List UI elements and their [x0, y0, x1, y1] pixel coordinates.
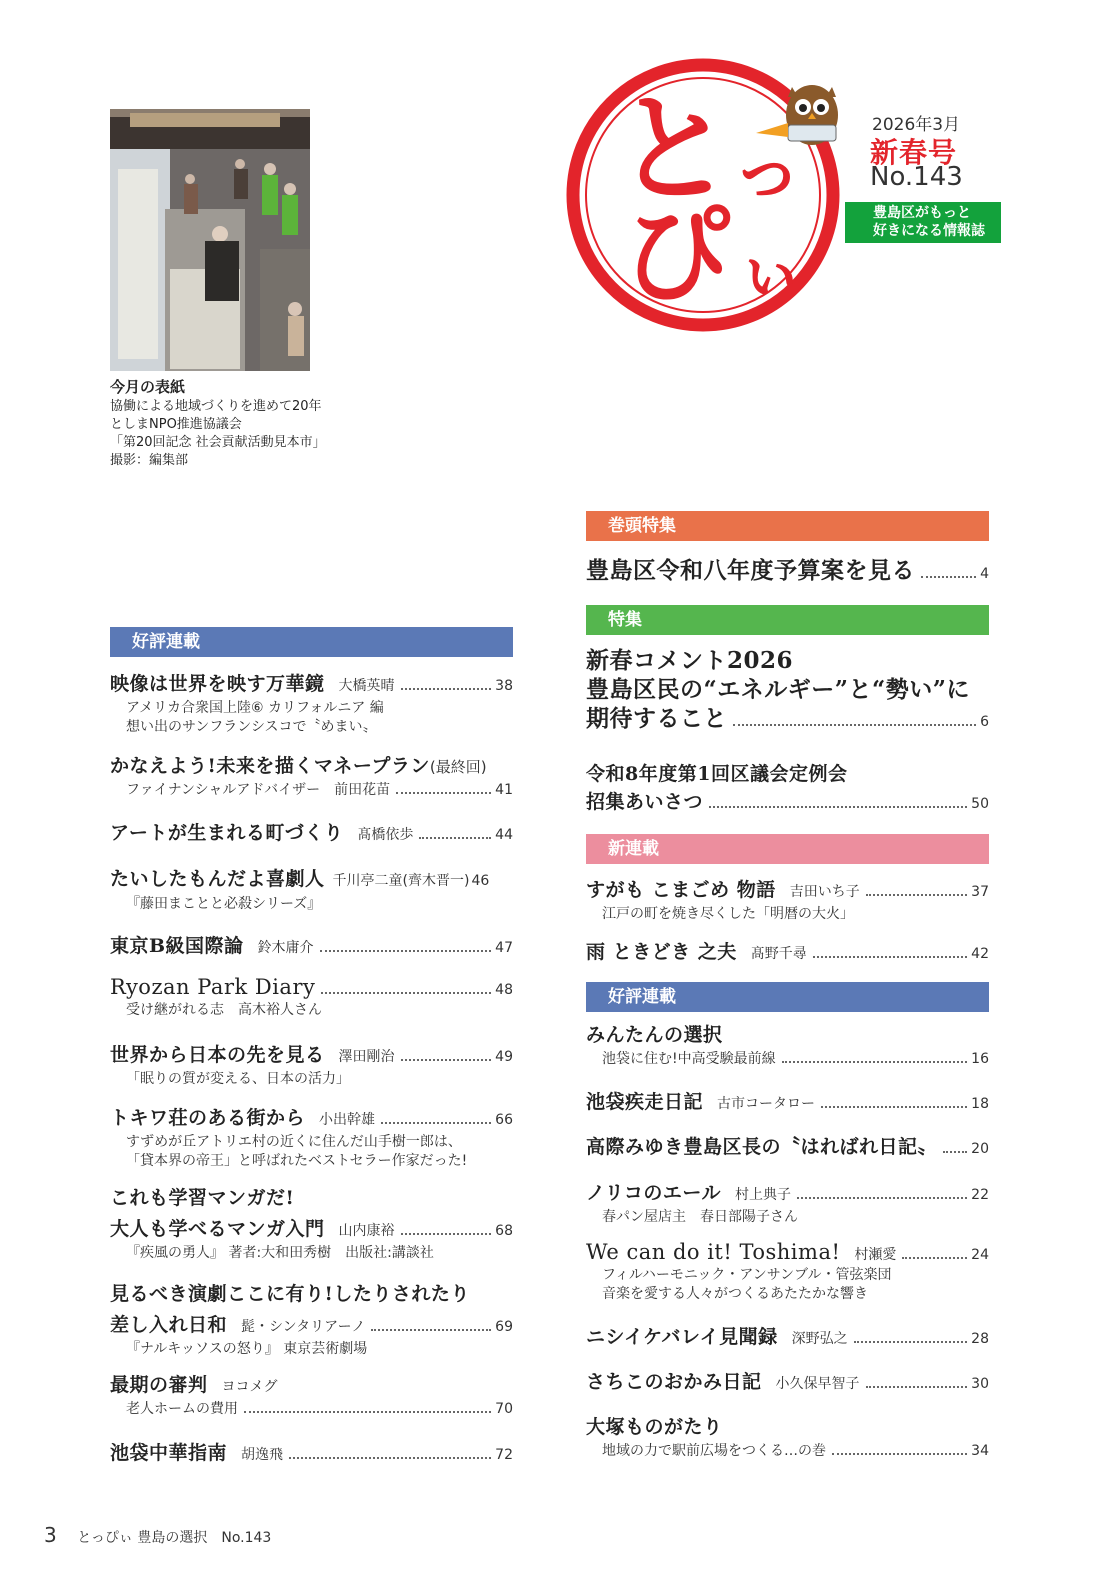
leader-dots [419, 837, 491, 839]
footer-text: とっぴぃ 豊島の選択 No.143 [77, 1530, 272, 1546]
toc-entry[interactable] [110, 1279, 513, 1359]
toc-author: 髙橋依歩 [357, 827, 414, 843]
issue-date: 2026年3月 [872, 115, 961, 135]
toc-page: 30 [971, 1376, 989, 1392]
toc-author: 小久保早智子 [775, 1376, 860, 1392]
footer-page-number: 3 [44, 1523, 57, 1547]
toc-page: 20 [971, 1141, 989, 1157]
toc-author: 村上典子 [734, 1187, 791, 1203]
toc-title-line: 期待すること [586, 705, 727, 732]
leader-dots [866, 894, 967, 896]
toc-subtitle: 『藤田まことと必殺シリーズ』 [126, 896, 322, 912]
magazine-logo [560, 45, 850, 335]
cover-caption-title: 今月の表紙 [110, 378, 186, 396]
toc-title: たいしたもんだよ喜劇人 [110, 868, 325, 890]
toc-title: ノリコのエール [586, 1182, 721, 1204]
toc-entry[interactable] [586, 552, 989, 585]
toc-entry[interactable] [586, 1367, 989, 1394]
toc-entry[interactable] [110, 975, 513, 1020]
toc-entry[interactable] [586, 646, 989, 737]
toc-page: 6 [980, 714, 989, 730]
toc-title-line: 招集あいさつ [586, 791, 704, 813]
toc-subtitle: 『疾風の勇人』 著者:大和田秀樹 出版社:講談社 [126, 1245, 434, 1261]
toc-title: 池袋中華指南 [110, 1442, 228, 1464]
toc-title: 高際みゆき豊島区長の〝はればれ日記〟 [586, 1136, 938, 1158]
toc-page: 44 [495, 827, 513, 843]
leader-dots [921, 576, 976, 578]
toc-subtitle: 『ナルキッソスの怒り』 東京芸術劇場 [126, 1341, 368, 1357]
toc-page: 47 [495, 940, 513, 956]
toc-author: 髭・シンタリアーノ [241, 1319, 366, 1335]
toc-page: 69 [495, 1319, 513, 1335]
toc-title: かなえよう!未来を描くマネープラン [110, 755, 430, 777]
cover-caption-line: 協働による地域づくりを進めて20年 [110, 399, 322, 414]
toc-entry[interactable] [110, 1103, 513, 1171]
toc-entry[interactable] [586, 1240, 989, 1304]
toc-entry[interactable] [586, 1412, 989, 1461]
leader-dots [821, 1106, 967, 1108]
toc-author: 小出幹雄 [319, 1112, 376, 1128]
cover-caption-line: としまNPO推進協議会 [110, 417, 242, 432]
toc-title-line1: 見るべき演劇ここに有り!したりされたり [110, 1283, 470, 1305]
toc-subtitle: 音楽を愛する人々がつくるあたたかな響き [602, 1286, 868, 1302]
leader-dots [321, 992, 491, 994]
toc-page: 70 [495, 1401, 513, 1417]
toc-page: 48 [495, 982, 513, 998]
toc-author: 村瀬愛 [854, 1247, 897, 1263]
svg-text:ぴ: ぴ [622, 193, 731, 319]
toc-author: 千川亭二童(齊木晋一) [332, 873, 470, 889]
toc-author: 深野弘之 [791, 1331, 848, 1347]
cover-photo [110, 109, 310, 371]
toc-page: 22 [971, 1187, 989, 1203]
toc-entry[interactable] [110, 1438, 513, 1465]
leader-dots [866, 1386, 968, 1388]
toc-author: 吉田いち子 [789, 884, 860, 900]
toc-title: みんたんの選択 [586, 1024, 723, 1046]
toc-page: 16 [971, 1051, 989, 1067]
toc-author: 胡逸飛 [241, 1447, 284, 1463]
tagline-line: 豊島区がもっと [873, 205, 971, 221]
toc-entry[interactable] [110, 1040, 513, 1089]
toc-entry[interactable] [586, 1020, 989, 1069]
toc-subtitle: 「眠りの質が変える、日本の活力」 [126, 1071, 350, 1087]
toc-author: 澤田剛治 [338, 1049, 395, 1065]
cover-photo-illustration [110, 109, 310, 371]
tagline-box [845, 202, 1001, 243]
logo-graphic [560, 45, 850, 335]
toc-title-line: 新春コメント2026 [586, 647, 794, 674]
toc-title: 差し入れ日和 [110, 1314, 228, 1336]
leader-dots [813, 956, 967, 958]
toc-title: 東京B級国際論 [110, 935, 244, 957]
toc-author: 鈴木庸介 [257, 940, 314, 956]
section-header-popular-right: 好評連載 [586, 982, 989, 1012]
svg-text:と: と [615, 79, 734, 218]
toc-page: 41 [495, 782, 513, 798]
page-footer [44, 1523, 271, 1547]
toc-page: 49 [495, 1049, 513, 1065]
section-header-lead: 巻頭特集 [586, 511, 989, 541]
toc-entry[interactable] [110, 931, 513, 958]
leader-dots [381, 1122, 491, 1124]
cover-caption-line: 「第20回記念 社会貢献活動見本市」 [110, 435, 326, 450]
toc-title: 大人も学べるマンガ入門 [110, 1218, 325, 1240]
leader-dots [733, 724, 976, 726]
toc-page: 38 [495, 678, 513, 694]
section-header-feature: 特集 [586, 605, 989, 635]
toc-title: さちこのおかみ日記 [586, 1371, 762, 1393]
leader-dots [289, 1457, 491, 1459]
toc-page: 4 [980, 566, 989, 582]
toc-title-line: 豊島区民の“エネルギー”と“勢い”に [586, 676, 970, 703]
toc-title: 映像は世界を映す万華鏡 [110, 673, 325, 695]
toc-entry[interactable] [110, 669, 513, 737]
toc-entry[interactable] [110, 1370, 513, 1419]
toc-subtitle: 春パン屋店主 春日部陽子さん [602, 1209, 798, 1225]
toc-subtitle: ファイナンシャルアドバイザー 前田花苗 [126, 782, 391, 798]
toc-subtitle: 想い出のサンフランシスコで〝めまい〟 [126, 719, 377, 735]
section-header-popular-left: 好評連載 [110, 627, 513, 657]
toc-subtitle: すずめが丘アトリエ村の近くに住んだ山手樹一郎は、 [126, 1134, 462, 1150]
toc-subtitle: 地域の力で駅前広場をつくる…の巻 [602, 1443, 826, 1459]
toc-author: 古市コータロー [717, 1096, 816, 1112]
issue-season: 新春号 [870, 136, 958, 169]
toc-entry[interactable] [586, 1132, 989, 1159]
leader-dots [401, 1233, 492, 1235]
toc-title: トキワ荘のある街から [110, 1107, 306, 1129]
toc-entry[interactable] [586, 1178, 989, 1227]
toc-page: 42 [971, 946, 989, 962]
toc-subtitle: 「貸本界の帝王」と呼ばれたベストセラー作家だった! [126, 1153, 468, 1169]
toc-entry[interactable] [586, 937, 989, 964]
toc-page: 68 [495, 1223, 513, 1239]
toc-title-note: (最終回) [429, 758, 487, 776]
toc-title: 雨 ときどき 之夫 [586, 941, 737, 963]
toc-title: 世界から日本の先を見る [110, 1044, 325, 1066]
toc-entry[interactable] [586, 760, 989, 818]
toc-page: 18 [971, 1096, 989, 1112]
leader-dots [902, 1257, 967, 1259]
toc-subtitle: 受け継がれる志 高木裕人さん [126, 1002, 322, 1018]
toc-title: Ryozan Park Diary [110, 975, 316, 999]
toc-title: アートが生まれる町づくり [110, 822, 344, 844]
toc-page: 28 [971, 1331, 989, 1347]
toc-page: 24 [971, 1247, 989, 1263]
toc-subtitle: アメリカ合衆国上陸⑥ カリフォルニア 編 [126, 700, 384, 716]
leader-dots [371, 1329, 491, 1331]
toc-title: すがも こまごめ 物語 [586, 879, 776, 901]
toc-author: 髙野千尋 [750, 946, 807, 962]
leader-dots [401, 688, 492, 690]
leader-dots [943, 1151, 967, 1153]
toc-title: 豊島区令和八年度予算案を見る [586, 557, 915, 584]
leader-dots [320, 950, 492, 952]
toc-title-line1: これも学習マンガだ! [110, 1187, 295, 1209]
section-header-new-series: 新連載 [586, 834, 989, 864]
toc-entry[interactable] [110, 751, 513, 800]
toc-author: ヨコメグ [221, 1379, 278, 1395]
toc-entry[interactable] [110, 864, 513, 914]
leader-dots [832, 1453, 967, 1455]
toc-title: 池袋疾走日記 [586, 1091, 704, 1113]
toc-page: 37 [971, 884, 989, 900]
toc-title: 大塚ものがたり [586, 1416, 723, 1438]
toc-page: 46 [471, 873, 490, 889]
leader-dots [244, 1411, 491, 1413]
toc-title: 最期の審判 [110, 1374, 208, 1396]
svg-text:ぃ: ぃ [738, 231, 804, 309]
issue-number: No.143 [870, 162, 963, 192]
toc-subtitle: 老人ホームの費用 [126, 1401, 238, 1417]
toc-title: We can do it! Toshima! [586, 1240, 841, 1264]
toc-entry[interactable] [110, 818, 513, 845]
toc-page: 34 [971, 1443, 989, 1459]
toc-page: 66 [495, 1112, 513, 1128]
leader-dots [401, 1059, 492, 1061]
leader-dots [782, 1061, 968, 1063]
toc-author: 大橋英晴 [338, 678, 395, 694]
toc-page: 50 [971, 796, 989, 812]
leader-dots [797, 1197, 967, 1199]
leader-dots [396, 792, 491, 794]
toc-subtitle: 池袋に住む!中高受験最前線 [602, 1051, 776, 1067]
toc-entry[interactable] [110, 1183, 513, 1263]
toc-title: ニシイケバレイ見聞録 [586, 1326, 778, 1348]
leader-dots [854, 1341, 968, 1343]
toc-entry[interactable] [586, 875, 989, 924]
tagline-line: 好きになる情報誌 [873, 223, 985, 239]
svg-text:っ: っ [732, 129, 802, 212]
toc-entry[interactable] [586, 1087, 989, 1114]
toc-subtitle: フィルハーモニック・アンサンブル・管弦楽団 [602, 1267, 892, 1283]
toc-entry[interactable] [586, 1322, 989, 1349]
toc-author: 山内康裕 [338, 1223, 395, 1239]
toc-subtitle: 江戸の町を焼き尽くした「明暦の大火」 [602, 906, 854, 922]
toc-page: 72 [495, 1447, 513, 1463]
toc-title-line: 令和8年度第1回区議会定例会 [586, 763, 848, 785]
cover-caption-line: 撮影：編集部 [110, 453, 189, 468]
cover-caption [110, 378, 430, 470]
leader-dots [709, 806, 967, 808]
